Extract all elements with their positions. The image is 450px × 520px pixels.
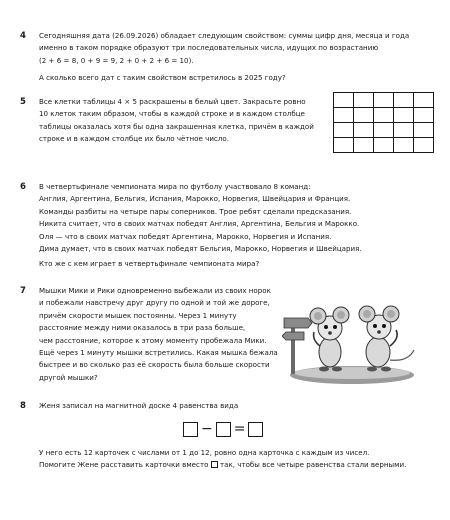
text-line: Все клетки таблицы 4 × 5 раскрашены в белый цвет. Закрасьте ровно <box>39 97 306 106</box>
grid-cell[interactable] <box>334 108 354 123</box>
text-line: Оля — что в своих матчах победят Аргентина, Марокко, Норвегия и Испания. <box>39 231 332 241</box>
grid-cell[interactable] <box>374 93 394 108</box>
text-line: Англия, Аргентина, Бельгия, Испания, Марокко, Норвегия, Швейцария и Франция. <box>39 194 351 204</box>
grid-row <box>334 138 434 153</box>
blank-box <box>248 422 263 437</box>
text-fragment: так, чтобы все четыре равенства стали верными. <box>219 460 407 470</box>
grid-cell[interactable] <box>394 138 414 153</box>
equation-template <box>183 418 263 440</box>
text-line: Женя записал на магнитной доске 4 равенства вида <box>39 401 239 410</box>
problem-8-details <box>39 447 406 472</box>
grid-row <box>334 93 434 108</box>
text-line: Мышки Мики и Рики одновременно выбежали из своих норок <box>39 286 271 295</box>
problem-number: 4 <box>20 31 26 41</box>
grid-cell[interactable] <box>354 93 374 108</box>
text-line: таблицы оказалась хотя бы одна закрашенная клетка, причём в каждой <box>39 121 314 131</box>
problem-text <box>39 285 278 384</box>
grid-cell[interactable] <box>334 123 354 138</box>
text-line: У него есть 12 карточек с числами от 1 до 12, ровно одна карточка с каждым из чисел. <box>39 448 370 457</box>
blank-box <box>183 422 198 437</box>
text-line: именно в таком порядке образуют три последовательных числа, идущих по возрастанию <box>39 43 379 53</box>
text-line: Команды разбиты на четыре пары соперников. Трое ребят сделали предсказания. <box>39 206 352 216</box>
text-line: быстрее и во сколько раз её скорость была больше скорости <box>39 360 270 370</box>
grid-cell[interactable] <box>394 93 414 108</box>
grid-row <box>334 108 434 123</box>
grid-cell[interactable] <box>394 123 414 138</box>
grid-cell[interactable] <box>354 123 374 138</box>
problem-number: 5 <box>20 97 26 107</box>
problem-number: 7 <box>20 286 26 296</box>
text-line: 10 клеток таким образом, чтобы в каждой строке и в каждом столбце <box>39 109 305 119</box>
grid-cell[interactable] <box>354 108 374 123</box>
minus-sign: − <box>201 421 213 437</box>
text-line: В четвертьфинале чемпионата мира по футболу участвовало 8 команд: <box>39 182 311 191</box>
table-grid[interactable] <box>333 92 434 153</box>
problem-text <box>39 181 362 271</box>
problem-number: 8 <box>20 401 26 411</box>
blank-box <box>216 422 231 437</box>
text-line: расстояние между ними оказалось в три раза больше, <box>39 323 246 333</box>
grid-cell[interactable] <box>414 108 434 123</box>
grid-cell[interactable] <box>414 93 434 108</box>
text-line: причём скорости мышек постоянны. Через 1 минуту <box>39 310 237 320</box>
grid-cell[interactable] <box>414 138 434 153</box>
text-line <box>39 459 406 471</box>
text-line: Ещё через 1 минуту мышки встретились. Какая мышка бежала <box>39 348 278 358</box>
blank-box-inline <box>211 461 218 468</box>
grid-cell[interactable] <box>334 93 354 108</box>
problem-text <box>39 400 238 412</box>
text-line: Дима думает, что в своих матчах победят Бельгия, Марокко, Норвегия и Швейцария. <box>39 244 362 254</box>
grid-cell[interactable] <box>354 138 374 153</box>
problem-text <box>39 96 314 146</box>
text-fragment: Помогите Жене расставить карточки вместо <box>39 460 209 470</box>
text-line: чем расстояние, которое к этому моменту пробежала Мики. <box>39 335 267 345</box>
grid-cell[interactable] <box>334 138 354 153</box>
problem-text <box>39 30 409 85</box>
grid-cell[interactable] <box>374 108 394 123</box>
mice-illustration <box>282 280 426 386</box>
problem-question: А сколько всего дат с таким свойством встретилось в 2025 году? <box>39 73 286 83</box>
text-line: Сегодняшняя дата (26.09.2026) обладает следующим свойством: суммы цифр дня, месяца и года <box>39 31 410 40</box>
grid-cell[interactable] <box>394 108 414 123</box>
problem-question: Кто же с кем играет в четвертьфинале чемпионата мира? <box>39 259 260 269</box>
grid-cell[interactable] <box>374 138 394 153</box>
text-line: Никита считает, что в своих матчах победят Англия, Аргентина, Бельгия и Марокко. <box>39 219 360 229</box>
equals-sign: = <box>233 421 246 437</box>
text-line: другой мышки? <box>39 372 98 382</box>
text-line: (2 + 6 = 8, 0 + 9 = 9, 2 + 0 + 2 + 6 = 10). <box>39 55 194 65</box>
text-line: и побежали навстречу друг другу по одной и той же дороге, <box>39 298 270 308</box>
grid-cell[interactable] <box>414 123 434 138</box>
problem-number: 6 <box>20 182 26 192</box>
grid-row <box>334 123 434 138</box>
grid-cell[interactable] <box>374 123 394 138</box>
text-line: строке и в каждом столбце их было чётное число. <box>39 134 229 144</box>
